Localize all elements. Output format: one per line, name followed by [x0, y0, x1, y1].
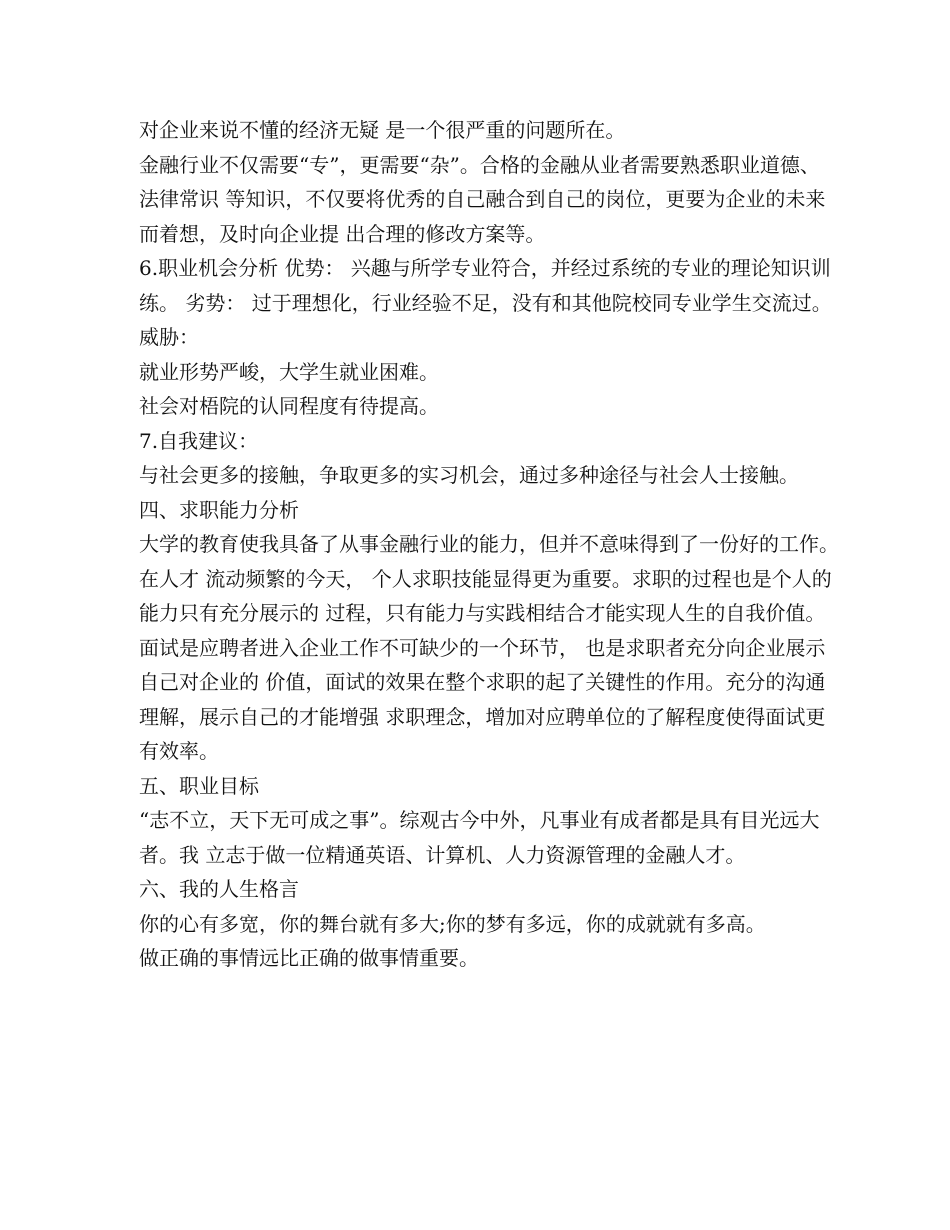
paragraph-social-recognition: 社会对梧院的认同程度有待提高。 [139, 394, 439, 418]
paragraph-job-ability: 大学的教育使我具备了从事金融行业的能力，但并不意味得到了一份好的工作。在人才 流动频繁的今天， 个人求职技能显得更为重要。求职的过程也是个人的能力只有充分展示的 过程，只有能力与实践相结合才能实现人生的自我价值。 面试是应聘者进入企业工作不可缺少的一个环节， 也是求职者充分向企业展示自己对企业的 价值，面试的效果在整个求职的起了关键性的作用。充分的沟通理解，展示自己的才能增强 求职理念，增加对应聘单位的了解程度使得面试更有效率。 [139, 532, 839, 763]
section-heading-career-goal: 五、职业目标 [139, 773, 259, 798]
paragraph-self-advice: 与社会更多的接触，争取更多的实习机会，通过多种途径与社会人士接触。 [139, 463, 799, 487]
section-heading-life-motto: 六、我的人生格言 [139, 877, 299, 901]
paragraph-motto-two: 做正确的事情远比正确的做事情重要。 [139, 946, 479, 970]
paragraph-career-opportunity: 6.职业机会分析 优势： 兴趣与所学专业符合，并经过系统的专业的理论知识训练。 劣势： 过于理想化，行业经验不足，没有和其他院校同专业学生交流过。 [139, 256, 832, 315]
paragraph-threats-heading: 威胁： [139, 325, 199, 349]
section-heading-job-ability: 四、求职能力分析 [139, 497, 299, 522]
paragraph-self-advice-heading: 7.自我建议： [139, 428, 259, 453]
paragraph-finance-industry: 金融行业不仅需要“专”，更需要“杂”。合格的金融从业者需要熟悉职业道德、法律常识 等知识，不仅要将优秀的自己融合到自己的岗位，更要为企业的未来而着想，及时向企业提 出合理的修改方案等。 [139, 152, 826, 246]
paragraph-employment-situation: 就业形势严峻，大学生就业困难。 [139, 359, 439, 384]
document-body [139, 113, 839, 976]
paragraph-career-goal: “志不立，天下无可成之事”。综观古今中外，凡事业有成者都是具有目光远大者。我 立志于做一位精通英语、计算机、人力资源管理的金融人才。 [139, 808, 820, 867]
paragraph-economics-issue: 对企业来说不懂的经济无疑 是一个很严重的问题所在。 [139, 118, 626, 142]
paragraph-motto-one: 你的心有多宽，你的舞台就有多大;你的梦有多远，你的成就就有多高。 [139, 911, 766, 936]
